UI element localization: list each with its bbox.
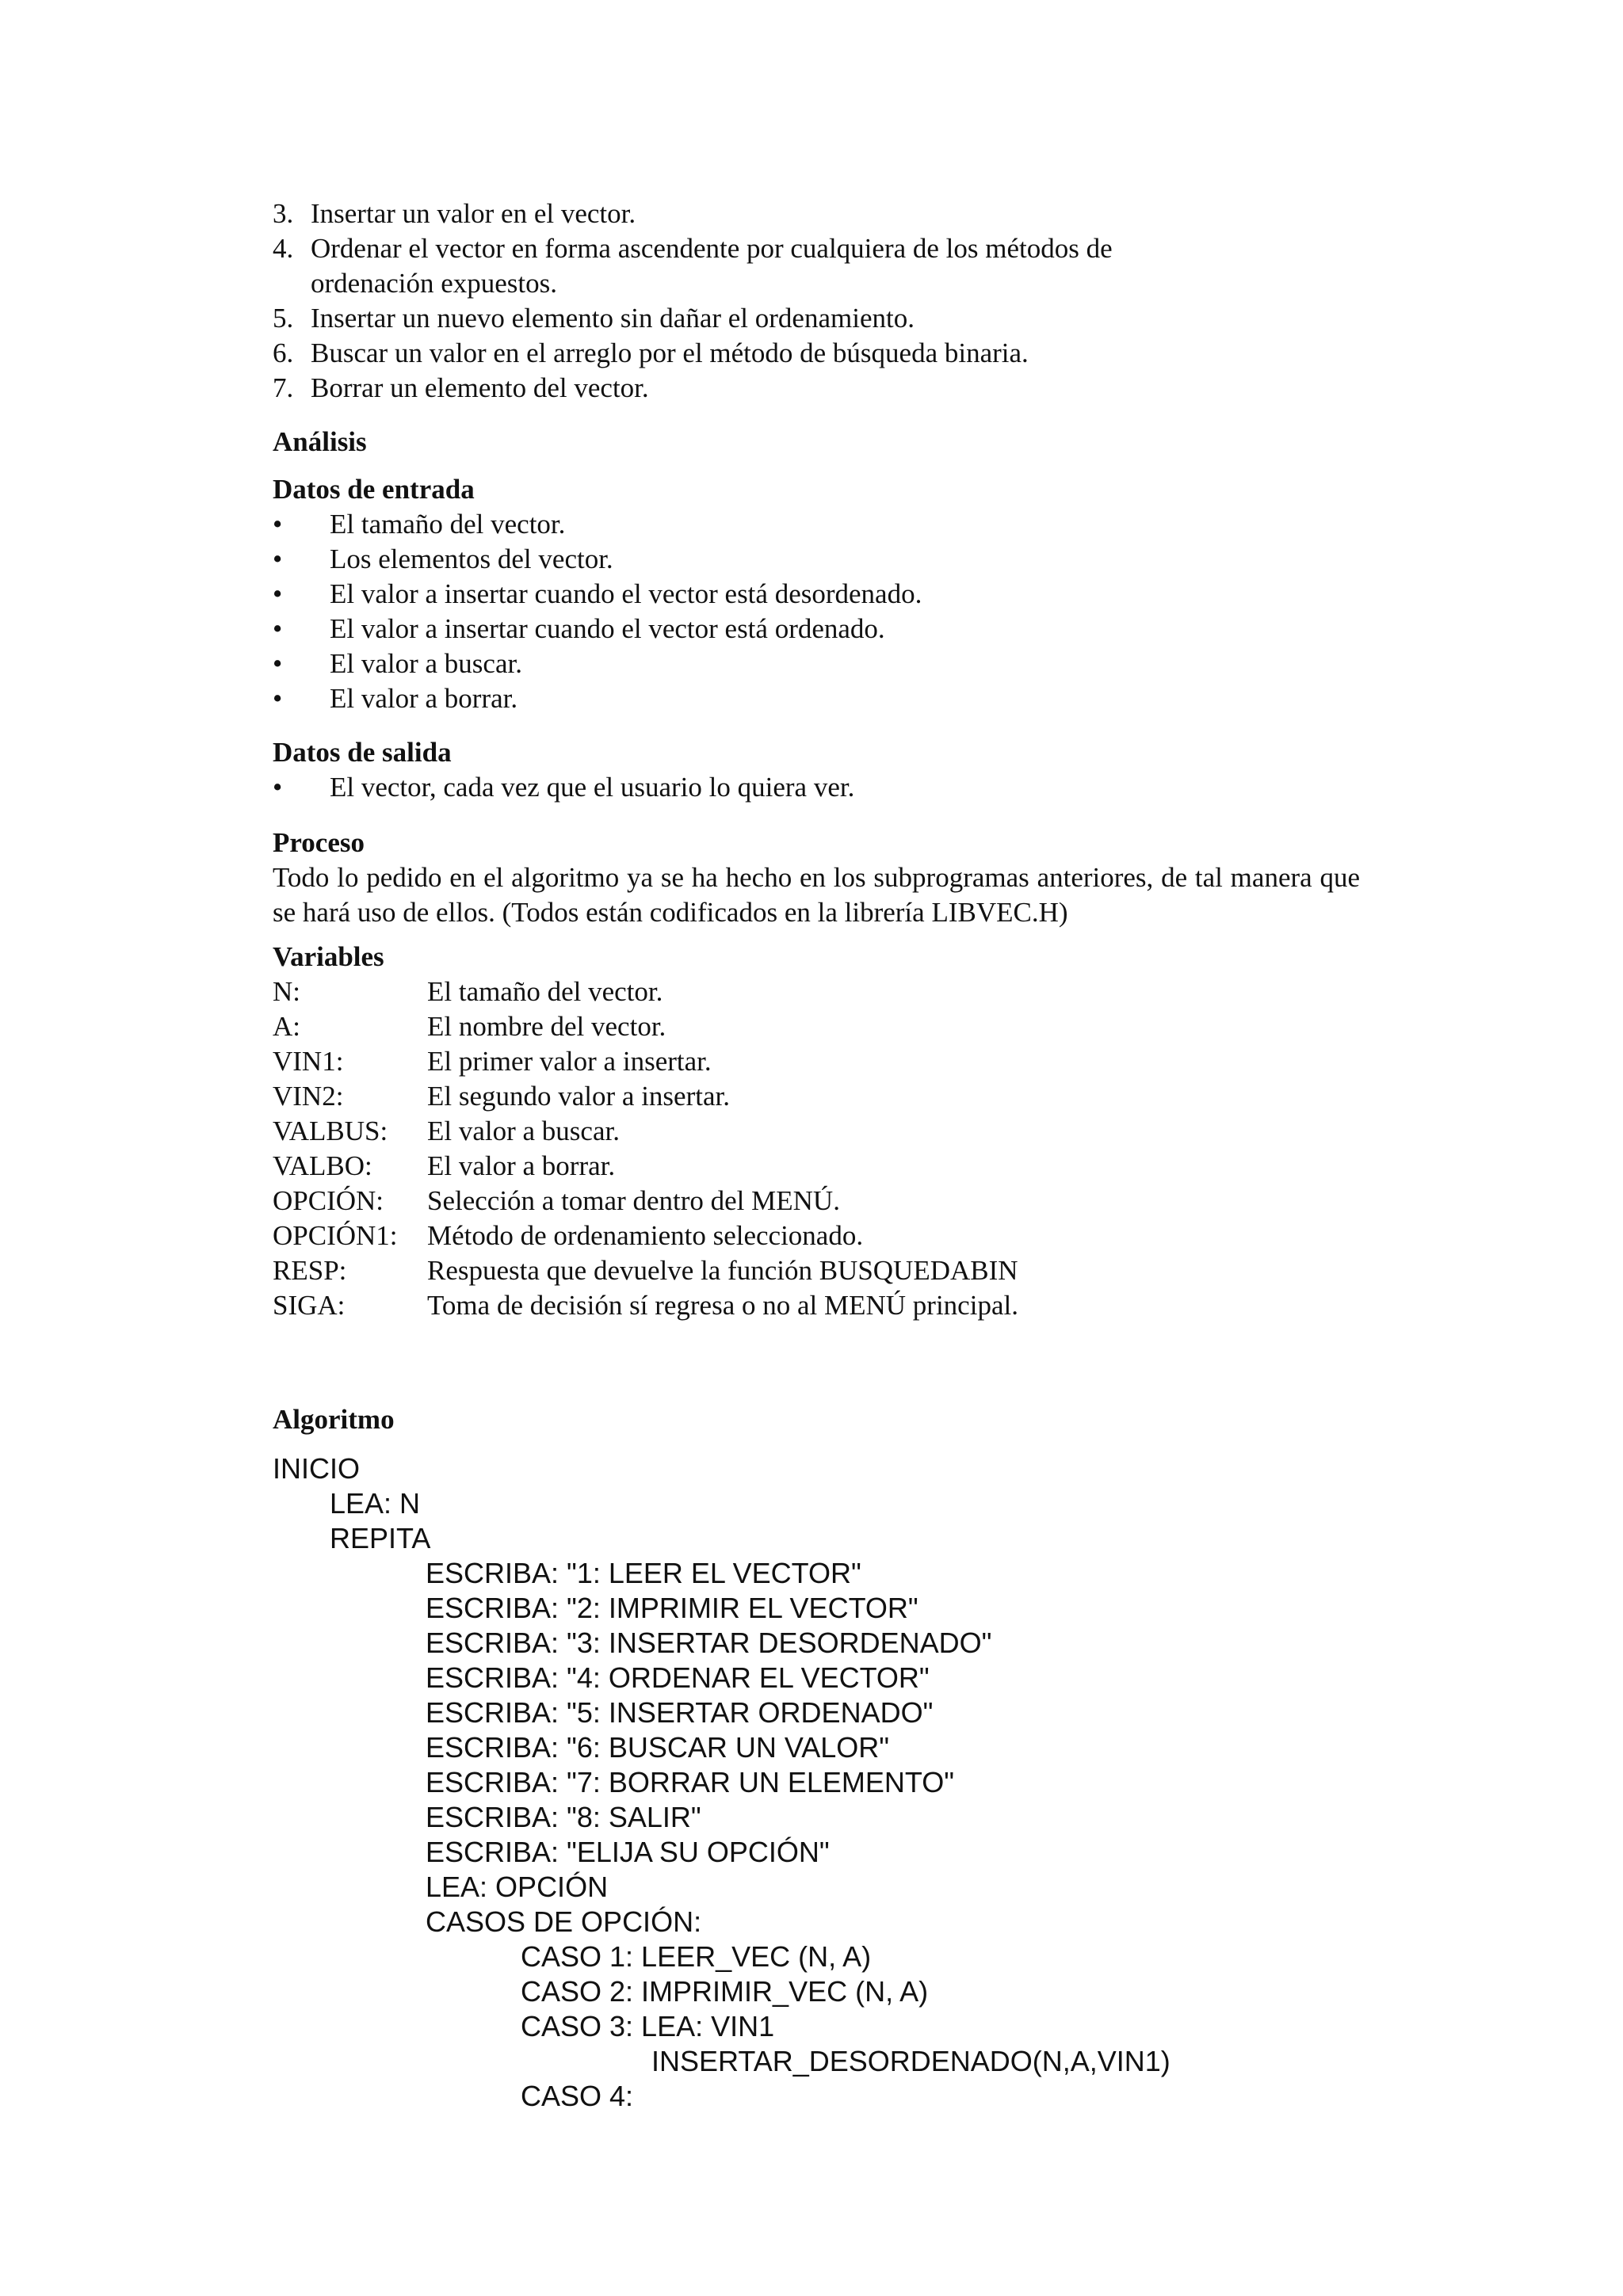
output-data-list [273,770,1382,805]
list-item [273,336,1382,371]
list-number: 7. [273,372,294,403]
process-paragraph: Todo lo pedido en el algoritmo ya se ha hecho en los subprogramas anteriores, de tal manera que se hará uso de ellos. (Todos están codificados en la librería LIBVEC.H) [273,862,1360,928]
bullet: • [273,648,283,679]
bullet: • [273,772,283,803]
heading-datos-salida: Datos de salida [273,737,452,768]
code-line: ESCRIBA: "6: BUSCAR UN VALOR" [426,1731,890,1764]
variable-name: A: [273,1011,300,1042]
variable-description: Método de ordenamiento seleccionado. [427,1220,864,1251]
variable-description: El tamaño del vector. [427,976,663,1007]
heading-algoritmo: Algoritmo [273,1404,395,1435]
list-number: 4. [273,233,294,264]
list-item [273,196,1382,231]
list-item [273,371,1382,406]
code-line: CASO 3: LEA: VIN1 [521,2010,775,2042]
code-line: ESCRIBA: "3: INSERTAR DESORDENADO" [426,1627,992,1659]
list-number: 3. [273,198,294,229]
list-item [273,507,1382,542]
list-item [273,681,1382,716]
algorithm-code [273,1451,1541,2114]
bullet: • [273,613,283,644]
variable-description: El primer valor a insertar. [427,1046,712,1077]
list-number: 5. [273,303,294,334]
variable-name: VALBO: [273,1150,372,1181]
variable-row [273,1253,1382,1288]
input-data-list [273,507,1382,716]
variable-name: VIN1: [273,1046,344,1077]
list-text: Insertar un nuevo elemento sin dañar el ordenamiento. [311,303,915,334]
variable-description: El valor a borrar. [427,1150,616,1181]
heading-variables: Variables [273,941,384,972]
code-line: CASOS DE OPCIÓN: [426,1905,702,1938]
code-line: ESCRIBA: "4: ORDENAR EL VECTOR" [426,1661,930,1694]
bullet: • [273,543,283,574]
variable-description: Respuesta que devuelve la función BUSQUEDABIN [427,1255,1018,1286]
code-line: CASO 1: LEER_VEC (N, A) [521,1940,872,1973]
heading-proceso: Proceso [273,827,365,858]
list-text: ordenación expuestos. [311,268,558,299]
list-text: El vector, cada vez que el usuario lo quiera ver. [330,772,855,803]
list-item [273,231,1382,301]
variable-description: Toma de decisión sí regresa o no al MENÚ principal. [427,1290,1018,1321]
code-line: ESCRIBA: "1: LEER EL VECTOR" [426,1557,861,1589]
list-text: Ordenar el vector en forma ascendente por cualquiera de los métodos de [311,233,1113,264]
code-line: INICIO [273,1452,361,1485]
variable-description: Selección a tomar dentro del MENÚ. [427,1185,840,1216]
variable-row [273,1044,1382,1079]
variable-name: VIN2: [273,1081,344,1112]
list-item [273,301,1382,336]
code-line: ESCRIBA: "8: SALIR" [426,1801,701,1833]
code-line: LEA: N [330,1487,421,1520]
code-line: ESCRIBA: "ELIJA SU OPCIÓN" [426,1836,830,1868]
list-text: El valor a buscar. [330,648,522,679]
heading-analisis: Análisis [273,426,367,457]
list-text: El valor a insertar cuando el vector está ordenado. [330,613,885,644]
variable-row [273,1114,1382,1149]
list-item [273,646,1382,681]
variable-name: VALBUS: [273,1116,388,1146]
variable-row [273,1149,1382,1184]
variables-table [273,974,1382,1323]
list-item [273,577,1382,612]
list-text: Los elementos del vector. [330,543,613,574]
variable-row [273,1288,1382,1323]
variable-name: N: [273,976,300,1007]
code-line: INSERTAR_DESORDENADO(N,A,VIN1) [651,2045,1170,2077]
code-line: CASO 2: IMPRIMIR_VEC (N, A) [521,1975,929,2008]
list-text: Borrar un elemento del vector. [311,372,649,403]
variable-description: El segundo valor a insertar. [427,1081,730,1112]
list-text: Buscar un valor en el arreglo por el método de búsqueda binaria. [311,338,1029,368]
variable-row [273,1079,1382,1114]
list-item [273,542,1382,577]
variable-row [273,1009,1382,1044]
bullet: • [273,578,283,609]
code-line: ESCRIBA: "5: INSERTAR ORDENADO" [426,1696,934,1729]
variable-description: El valor a buscar. [427,1116,620,1146]
variable-row [273,1184,1382,1219]
variable-name: OPCIÓN: [273,1185,384,1216]
list-text: El tamaño del vector. [330,509,566,540]
variable-row [273,1219,1382,1253]
variable-name: SIGA: [273,1290,346,1321]
variable-row [273,974,1382,1009]
list-number: 6. [273,338,294,368]
variable-description: El nombre del vector. [427,1011,666,1042]
list-item [273,612,1382,646]
bullet: • [273,509,283,540]
list-text: El valor a borrar. [330,683,518,714]
bullet: • [273,683,283,714]
code-line: ESCRIBA: "2: IMPRIMIR EL VECTOR" [426,1592,918,1624]
list-text: El valor a insertar cuando el vector está desordenado. [330,578,922,609]
code-line: ESCRIBA: "7: BORRAR UN ELEMENTO" [426,1766,955,1798]
heading-datos-entrada: Datos de entrada [273,474,475,505]
variable-name: RESP: [273,1255,347,1286]
code-line: LEA: OPCIÓN [426,1871,609,1903]
code-line: REPITA [330,1522,431,1554]
code-line: CASO 4: [521,2080,634,2112]
variable-name: OPCIÓN1: [273,1220,398,1251]
list-text: Insertar un valor en el vector. [311,198,636,229]
numbered-list [273,196,1382,406]
list-item [273,770,1382,805]
